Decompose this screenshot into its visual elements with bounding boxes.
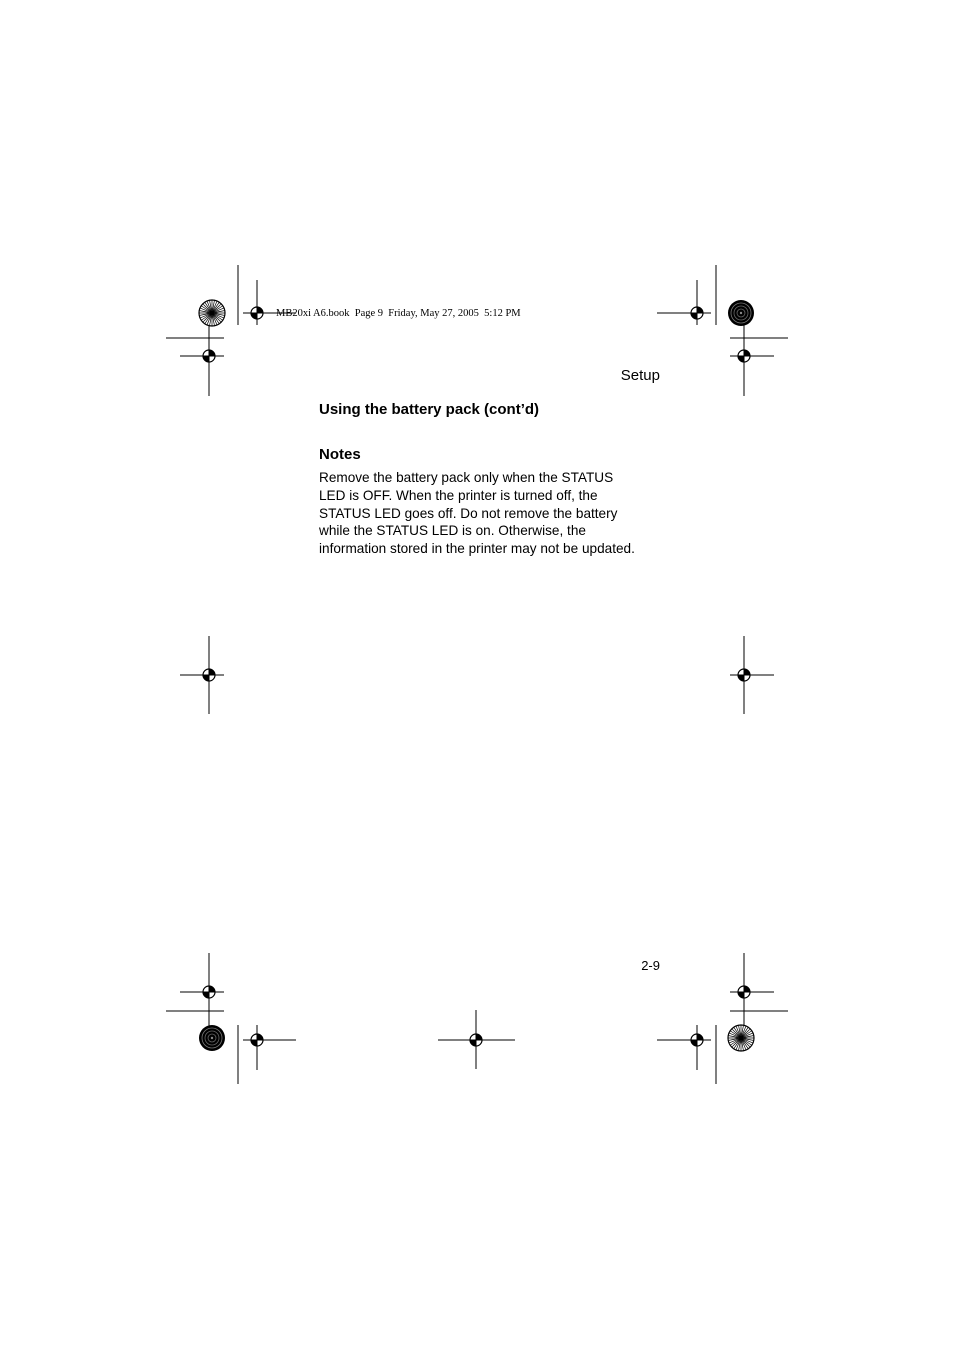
- registration-mark-icon: [465, 1029, 487, 1051]
- notes-title: Notes: [319, 446, 361, 463]
- registration-mark-icon: [246, 302, 268, 324]
- registration-mark-icon: [198, 981, 220, 1003]
- starburst-target-icon: [199, 300, 225, 326]
- notes-line: while the STATUS LED is on. Otherwise, the: [319, 523, 586, 539]
- crop-mark-top-right: [657, 265, 788, 396]
- page-number: 2-9: [641, 958, 660, 973]
- crop-mark-bottom-left: [166, 953, 296, 1084]
- registration-mark-icon: [733, 345, 755, 367]
- slug-line: MB20xi A6.book Page 9 Friday, May 27, 2005 5:12 PM: [276, 308, 521, 319]
- notes-body: [319, 469, 635, 558]
- crop-mark-top-left: [166, 265, 296, 396]
- running-header: Setup: [620, 367, 660, 384]
- crop-mark-bottom-right: [657, 953, 788, 1084]
- registration-mark-icon: [246, 1029, 268, 1051]
- registration-mark-icon: [733, 981, 755, 1003]
- registration-mark-icon: [198, 664, 220, 686]
- section-heading: Using the battery pack (cont’d): [319, 401, 540, 418]
- notes-line: STATUS LED goes off. Do not remove the battery: [319, 505, 618, 521]
- color-bar-icon: [199, 1025, 225, 1051]
- notes-line: information stored in the printer may not be updated.: [319, 541, 635, 557]
- color-bar-icon: [728, 300, 754, 326]
- registration-mark-icon: [733, 664, 755, 686]
- registration-mark-icon: [686, 302, 708, 324]
- registration-mark-icon: [198, 345, 220, 367]
- starburst-target-icon: [728, 1025, 754, 1051]
- notes-line: Remove the battery pack only when the STATUS: [319, 470, 614, 485]
- notes-line: LED is OFF. When the printer is turned off, the: [319, 487, 598, 503]
- registration-mark-icon: [686, 1029, 708, 1051]
